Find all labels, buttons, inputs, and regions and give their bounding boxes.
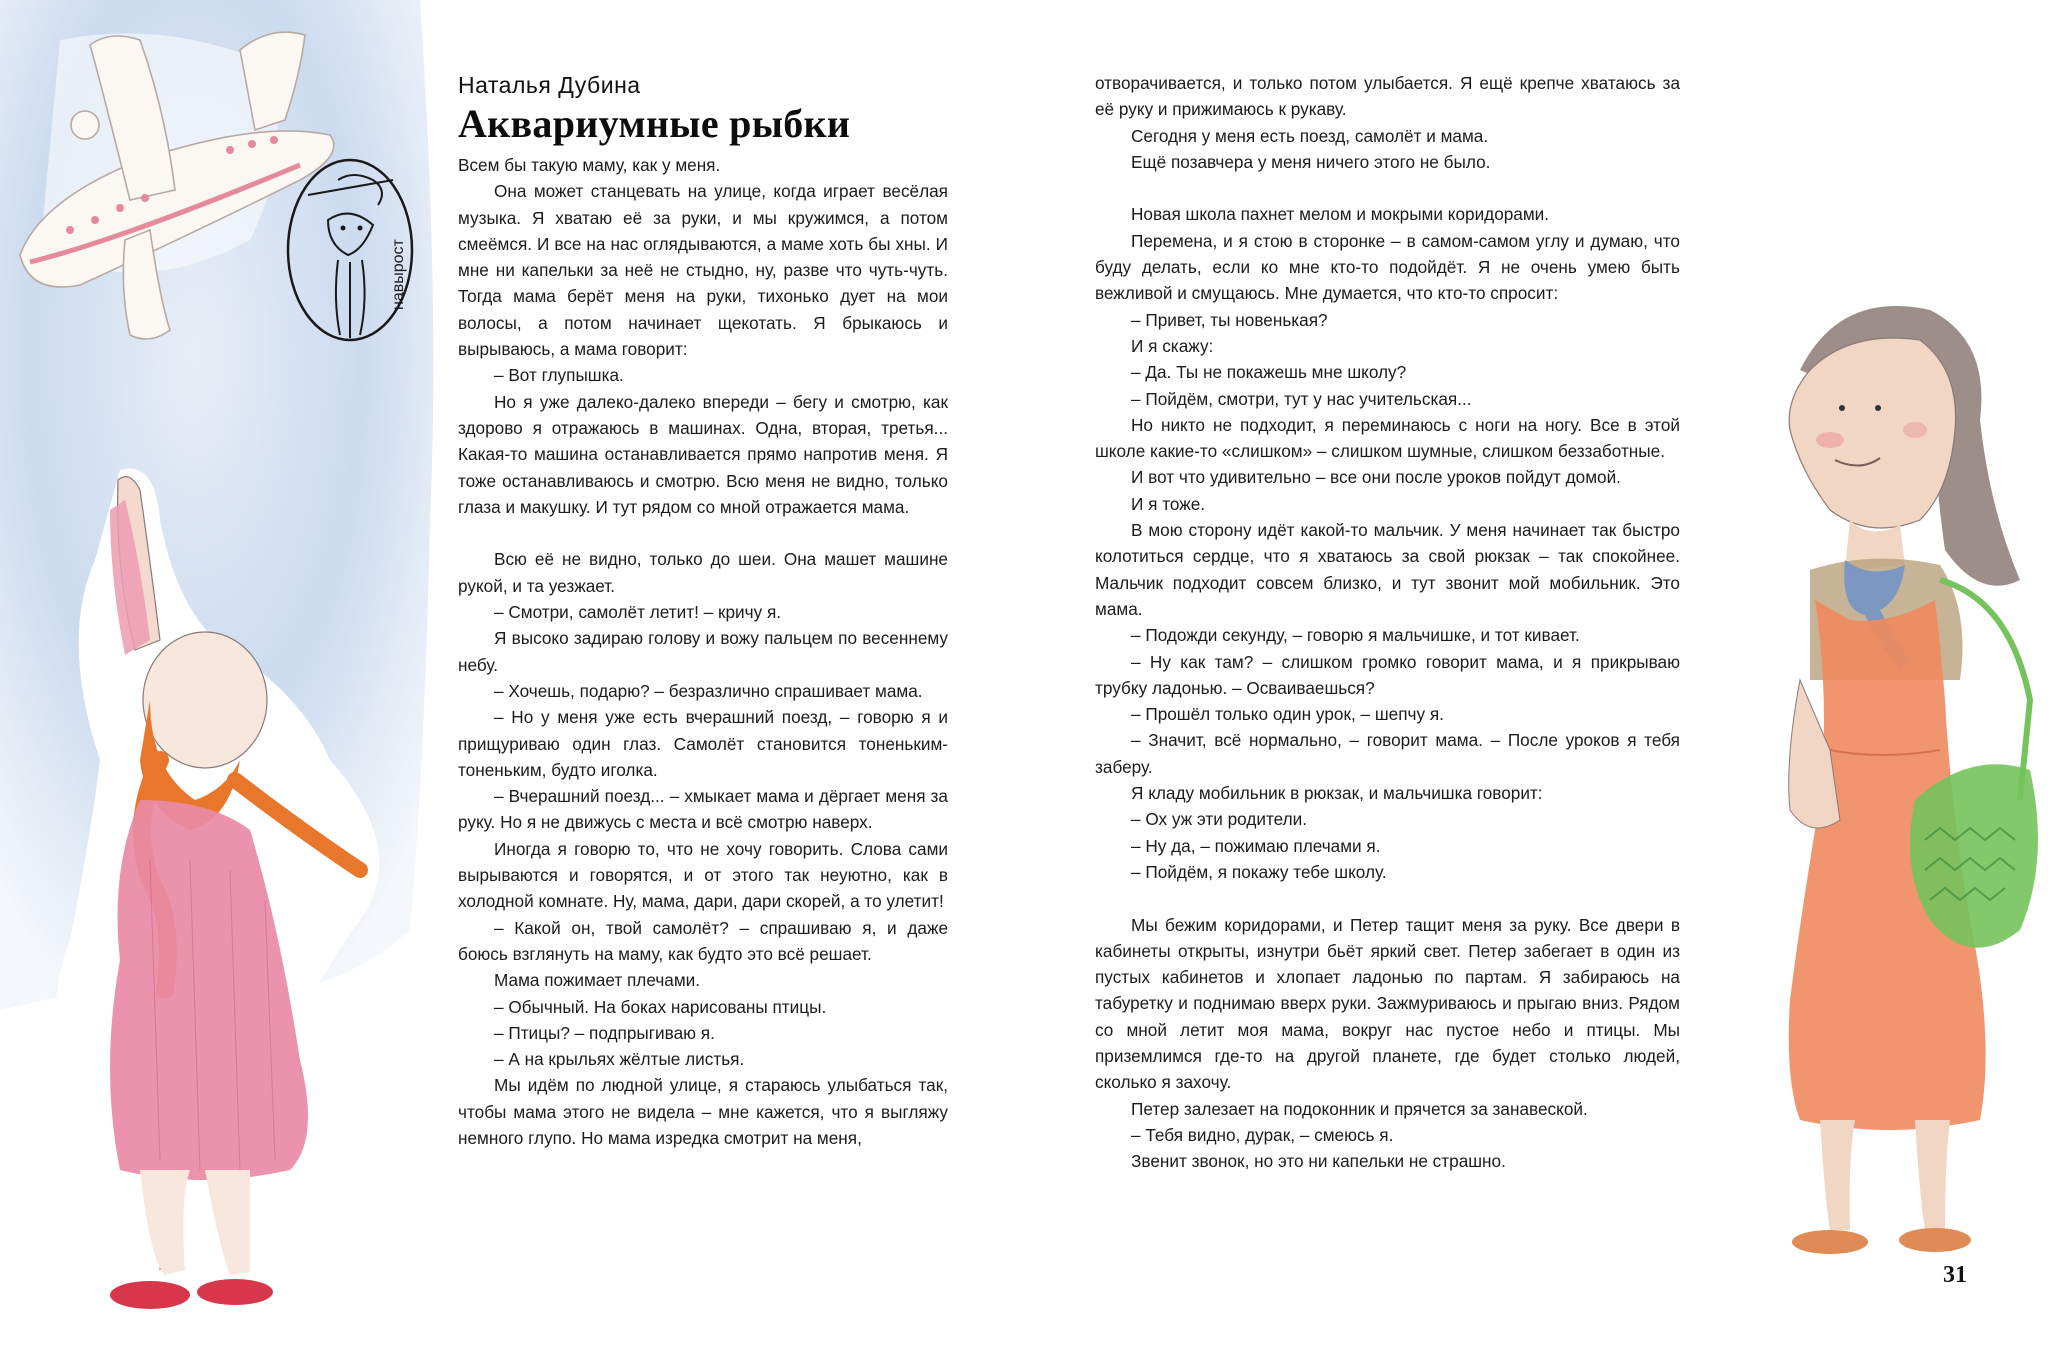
paragraph: – А на крыльях жёлтые листья. <box>494 1049 745 1070</box>
article-title: Аквариумные рыбки <box>458 101 851 146</box>
paragraph: – Хочешь, подарю? – безразлично спрашивает мама. <box>494 680 923 701</box>
article-author: Наталья Дубина <box>458 72 641 98</box>
paragraph: отворачивается, и только потом улыбается. Я ещё крепче хватаюсь за её руку и прижимаюсь к рукаву. <box>1095 73 1680 120</box>
paragraph: В мою сторону идёт какой-то мальчик. У меня начинает так быстро колотиться сердце, что я хватаюсь за свой рюкзак – так спокойнее. Мальчик подходит совсем близко, и тут звонит мой мобильник. Это мама. <box>1095 520 1680 619</box>
paragraph: – Обычный. На боках нарисованы птицы. <box>494 996 827 1017</box>
mother-illustration <box>1730 280 2048 1300</box>
paragraph: – Да. Ты не покажешь мне школу? <box>1131 362 1407 383</box>
stamp-label: навырост <box>390 239 407 310</box>
paragraph: Мы бежим коридорами, и Петер тащит меня за руку. Все двери в кабинеты открыты, изнутри бьёт яркий свет. Петер забегает в один из пустых кабинетов и хлопает ладонью по партам. Я забираюсь на табуретку и поднимаю вверх руки. Зажмуриваюсь и прыгаю вниз. Рядом со мной летит моя мама, вокруг нас пустое небо и птицы. Мы приземлимся где-то на другой планете, где будет столько людей, сколько я захочу. <box>1095 914 1680 1093</box>
paragraph: – Ох уж эти родители. <box>1131 809 1308 830</box>
paragraph: Петер залезает на подоконник и прячется за занавеской. <box>1131 1098 1588 1119</box>
right-illustration <box>1730 280 2048 1300</box>
paragraph: – Ну как там? – слишком громко говорит мама, и я прикрываю трубку ладонью. – Осваиваешься? <box>1095 651 1680 698</box>
right-text-column <box>1095 70 1680 1174</box>
paragraph: Всем бы такую маму, как у меня. <box>458 155 721 175</box>
paragraph: – Какой он, твой самолёт? – спрашиваю я, и даже боюсь взглянуть на маму, как будто это всё решает. <box>458 917 948 964</box>
paragraph: Ещё позавчера у меня ничего этого не было. <box>1131 151 1491 172</box>
paragraph: – Вот глупышка. <box>494 365 624 386</box>
stamp-graphic <box>278 150 428 350</box>
paragraph: Мы идём по людной улице, я стараюсь улыбаться так, чтобы мама этого не видела – мне кажется, что я выгляжу немного глупо. Но мама изредка смотрит на меня, <box>458 1075 948 1148</box>
paragraph: И я скажу: <box>1131 335 1214 356</box>
paragraph: – Привет, ты новенькая? <box>1131 309 1328 330</box>
navyrost-stamp <box>278 150 428 350</box>
paragraph: Перемена, и я стою в сторонке – в самом-самом углу и думаю, что буду делать, если ко мне кто-то подойдёт. Я не очень умею быть вежливой и смущаюсь. Мне думается, что кто-то спросит: <box>1095 230 1680 304</box>
paragraph: Но никто не подходит, я переминаюсь с ноги на ногу. Все в этой школе какие-то «слишком» – слишком шумные, слишком беззаботные. <box>1095 414 1680 462</box>
face <box>1789 338 1955 528</box>
paragraph: – Подожди секунду, – говорю я мальчишке, и тот кивает. <box>1131 625 1580 646</box>
paragraph: И я тоже. <box>1131 493 1206 514</box>
paragraph: Новая школа пахнет мелом и мокрыми коридорами. <box>1131 204 1550 225</box>
paragraph: – Прошёл только один урок, – шепчу я. <box>1131 704 1444 725</box>
paragraph: И вот что удивительно – все они после уроков пойдут домой. <box>1131 467 1621 488</box>
left-text-column <box>458 70 948 1151</box>
paragraph: Сегодня у меня есть поезд, самолёт и мама. <box>1131 125 1489 146</box>
paragraph: Я кладу мобильник в рюкзак, и мальчишка говорит: <box>1131 783 1543 804</box>
paragraph: Всю её не видно, только до шеи. Она машет машине рукой, и та уезжает. <box>458 549 948 596</box>
page-number: 31 <box>1943 1262 1967 1288</box>
paragraph: – Ну да, – пожимаю плечами я. <box>1131 835 1381 856</box>
paragraph: – Пойдём, я покажу тебе школу. <box>1131 861 1387 882</box>
paragraph: Мама пожимает плечами. <box>494 970 701 991</box>
right-paragraphs <box>1095 70 1680 1174</box>
paragraph: Она может станцевать на улице, когда играет весёлая музыка. Я хватаю её за руки, и мы кружимся, а потом смеёмся. И все на нас оглядываются, а маме хоть бы хны. И мне ни капельки за неё не стыдно, ну, разве что чуть-чуть. Тогда мама берёт меня на руки, тихонько дует на мои волосы, а потом начинает щекотать. Я брыкаюсь и вырываюсь, а мама говорит: <box>458 181 948 360</box>
paragraph: – Тебя видно, дурак, – смеюсь я. <box>1131 1124 1394 1145</box>
paragraph: – Вчерашний поезд... – хмыкает мама и дёргает меня за руку. Но я не движусь с места и всё смотрю наверх. <box>458 786 948 833</box>
paragraph: Иногда я говорю то, что не хочу говорить. Слова сами вырываются и говорятся, и от этого так неуютно, как в холодной комнате. Ну, мама, дари, дари скорей, а то улетит! <box>458 838 948 912</box>
paragraph: Я высоко задираю голову и вожу пальцем по весеннему небу. <box>458 628 948 675</box>
left-paragraphs <box>458 152 948 1151</box>
paragraph: Звенит звонок, но это ни капельки не страшно. <box>1131 1151 1506 1172</box>
paragraph: Но я уже далеко-далеко впереди – бегу и смотрю, как здорово я отражаюсь в машинах. Одна, вторая, третья... Какая-то машина останавливается прямо напротив меня. Я тоже останавливаюсь и смотрю. Всю меня не видно, только глаза и макушку. И тут рядом со мной отражается мама. <box>458 391 948 517</box>
paragraph: – Смотри, самолёт летит! – кричу я. <box>494 602 782 623</box>
paragraph: – Значит, всё нормально, – говорит мама. – После уроков я тебя заберу. <box>1095 730 1680 777</box>
paragraph: – Пойдём, смотри, тут у нас учительская... <box>1131 388 1472 409</box>
left-illustration <box>0 0 440 1351</box>
paragraph: – Но у меня уже есть вчерашний поезд, – говорю я и прищуриваю один глаз. Самолёт становится тоненьким-тоненьким, будто иголка. <box>458 707 948 780</box>
paragraph: – Птицы? – подпрыгиваю я. <box>494 1022 715 1043</box>
